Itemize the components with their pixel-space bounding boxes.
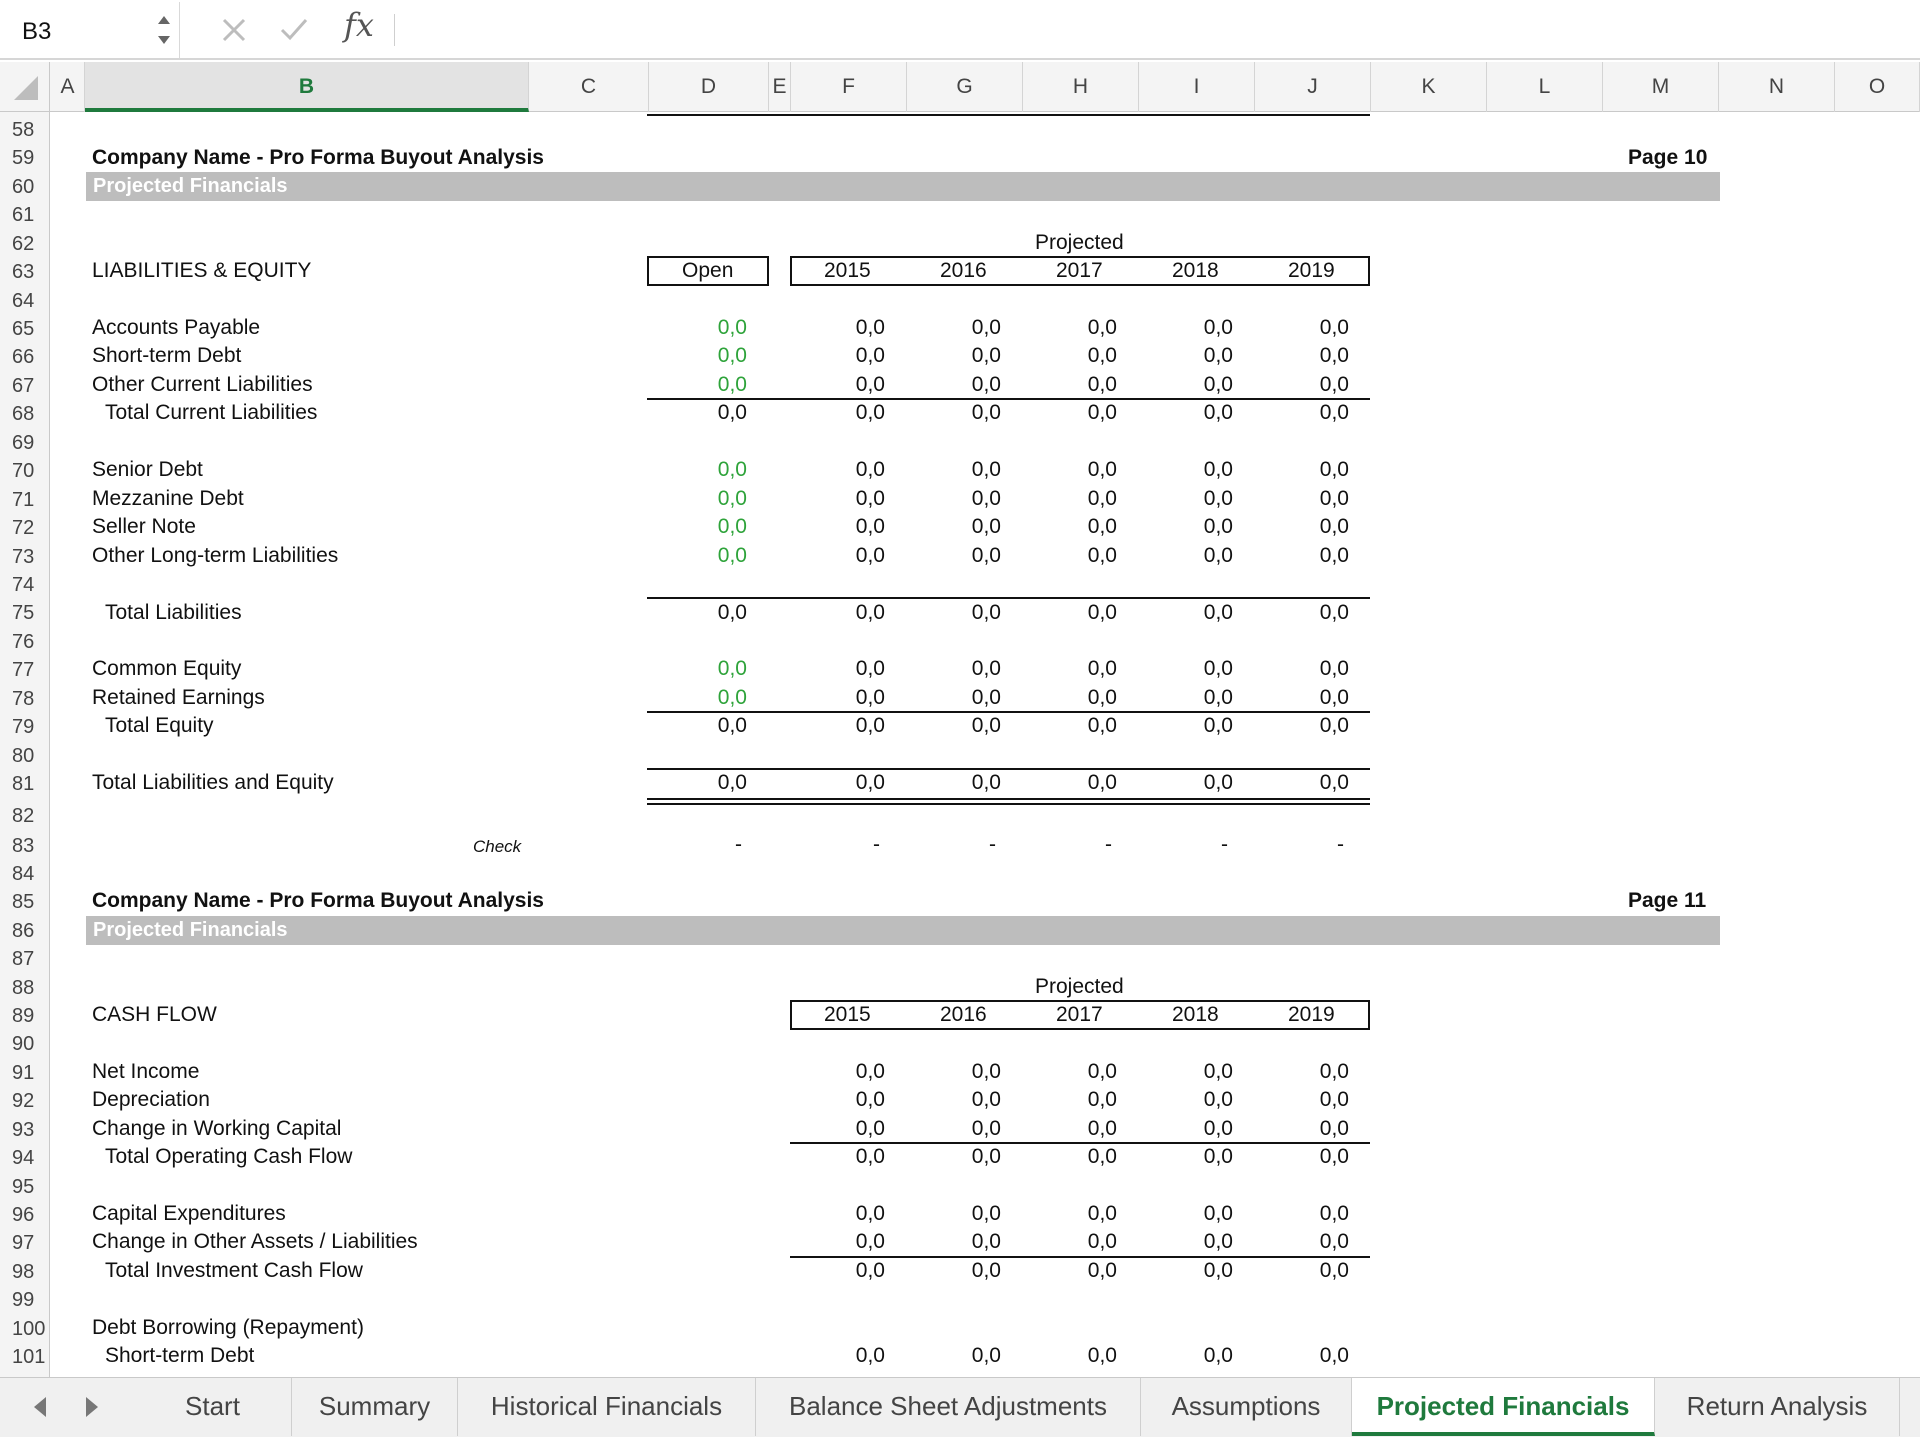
- grand-total-label[interactable]: Total Liabilities and Equity: [92, 771, 334, 794]
- year-value[interactable]: 0,0: [1203, 401, 1233, 424]
- year-value[interactable]: 0,0: [1319, 458, 1349, 481]
- year-value[interactable]: 0,0: [971, 1202, 1001, 1225]
- formula-bar: [0, 0, 1920, 60]
- open-value[interactable]: 0,0: [717, 686, 747, 709]
- year-value[interactable]: 0,0: [971, 401, 1001, 424]
- year-value[interactable]: 0,0: [971, 544, 1001, 567]
- double-underline: [647, 803, 1370, 805]
- row-header[interactable]: 81: [12, 773, 35, 795]
- row-header[interactable]: 90: [12, 1033, 35, 1055]
- column-header-g[interactable]: G: [907, 62, 1023, 112]
- year-value[interactable]: 0,0: [971, 316, 1001, 339]
- year-value[interactable]: 0,0: [855, 487, 885, 510]
- cancel-icon[interactable]: [214, 8, 254, 52]
- line-label[interactable]: Seller Note: [92, 515, 196, 538]
- year-value[interactable]: 0,0: [855, 1202, 885, 1225]
- row-header[interactable]: 61: [12, 204, 35, 226]
- year-value[interactable]: 0,0: [1319, 686, 1349, 709]
- year-value[interactable]: 0,0: [1319, 515, 1349, 538]
- scroll-right-icon[interactable]: [76, 1392, 106, 1422]
- column-header-d[interactable]: D: [649, 62, 769, 112]
- year-value[interactable]: 0,0: [1087, 1145, 1117, 1168]
- row-header[interactable]: 76: [12, 631, 35, 653]
- line-label[interactable]: Accounts Payable: [92, 316, 261, 339]
- year-value[interactable]: 0,0: [971, 1230, 1001, 1253]
- row-header[interactable]: 99: [12, 1289, 35, 1311]
- line-label[interactable]: Short-term Debt: [105, 1344, 255, 1367]
- year-value[interactable]: 0,0: [1319, 771, 1349, 794]
- line-label[interactable]: Common Equity: [92, 657, 242, 680]
- row-header[interactable]: 91: [12, 1062, 35, 1084]
- year-value[interactable]: 0,0: [1319, 1259, 1349, 1282]
- year-value[interactable]: 0,0: [1087, 686, 1117, 709]
- year-value[interactable]: 0,0: [1087, 316, 1117, 339]
- year-value[interactable]: 0,0: [971, 714, 1001, 737]
- year-value[interactable]: 0,0: [1087, 657, 1117, 680]
- year-value[interactable]: 0,0: [1087, 601, 1117, 624]
- column-header-b[interactable]: B: [85, 62, 529, 112]
- column-header-o[interactable]: O: [1835, 62, 1920, 112]
- year-value[interactable]: 0,0: [1203, 1145, 1233, 1168]
- section-title[interactable]: LIABILITIES & EQUITY: [92, 259, 312, 282]
- year-value[interactable]: 0,0: [855, 1060, 885, 1083]
- line-label[interactable]: Mezzanine Debt: [92, 487, 244, 510]
- check-value[interactable]: -: [735, 833, 742, 856]
- year-value[interactable]: 0,0: [1319, 1344, 1349, 1367]
- year-value[interactable]: 0,0: [1087, 544, 1117, 567]
- year-header[interactable]: 2018: [1172, 259, 1219, 282]
- year-value[interactable]: 0,0: [1087, 1117, 1117, 1140]
- year-value[interactable]: 0,0: [971, 686, 1001, 709]
- row-header[interactable]: 75: [12, 602, 35, 624]
- row-header[interactable]: 65: [12, 318, 35, 340]
- open-value[interactable]: 0,0: [717, 316, 747, 339]
- year-value[interactable]: 0,0: [1319, 373, 1349, 396]
- year-value[interactable]: 0,0: [1203, 344, 1233, 367]
- row-header[interactable]: 64: [12, 290, 35, 312]
- year-value[interactable]: 0,0: [1319, 401, 1349, 424]
- section-band-title: Projected Financials: [93, 175, 288, 197]
- year-value[interactable]: 0,0: [1087, 1230, 1117, 1253]
- year-value[interactable]: 0,0: [1087, 1202, 1117, 1225]
- year-value[interactable]: 0,0: [1203, 1344, 1233, 1367]
- year-value[interactable]: 0,0: [971, 1344, 1001, 1367]
- formula-divider: [394, 14, 395, 46]
- year-header[interactable]: 2016: [940, 1003, 987, 1026]
- year-value[interactable]: 0,0: [1203, 1117, 1233, 1140]
- row-header[interactable]: 98: [12, 1261, 35, 1283]
- year-value[interactable]: 0,0: [855, 771, 885, 794]
- row-header[interactable]: 77: [12, 659, 35, 681]
- section-title[interactable]: CASH FLOW: [92, 1003, 217, 1026]
- year-value[interactable]: 0,0: [1319, 316, 1349, 339]
- row-header[interactable]: 68: [12, 403, 35, 425]
- row-header[interactable]: 96: [12, 1204, 35, 1226]
- row-header[interactable]: 89: [12, 1005, 35, 1027]
- year-value[interactable]: 0,0: [1203, 458, 1233, 481]
- line-label[interactable]: Change in Other Assets / Liabilities: [92, 1230, 418, 1253]
- row-header[interactable]: 59: [12, 147, 35, 169]
- tab-summary[interactable]: Summary: [292, 1378, 458, 1436]
- year-value[interactable]: 0,0: [855, 1145, 885, 1168]
- row-header[interactable]: 79: [12, 716, 35, 738]
- row-header[interactable]: 88: [12, 977, 35, 999]
- select-all-corner[interactable]: [0, 62, 50, 112]
- open-value[interactable]: 0,0: [717, 544, 747, 567]
- year-value[interactable]: 0,0: [971, 1060, 1001, 1083]
- column-header-e[interactable]: E: [769, 62, 791, 112]
- year-value[interactable]: 0,0: [1203, 601, 1233, 624]
- row-header[interactable]: 93: [12, 1119, 35, 1141]
- year-value[interactable]: 0,0: [1203, 515, 1233, 538]
- year-value[interactable]: 0,0: [1319, 344, 1349, 367]
- year-value[interactable]: 0,0: [855, 373, 885, 396]
- year-header[interactable]: 2017: [1056, 1003, 1103, 1026]
- row-header[interactable]: 58: [12, 119, 35, 141]
- year-value[interactable]: 0,0: [971, 657, 1001, 680]
- year-value[interactable]: 0,0: [1087, 344, 1117, 367]
- column-header-i[interactable]: I: [1139, 62, 1255, 112]
- fx-icon[interactable]: fx: [344, 6, 374, 44]
- year-value[interactable]: 0,0: [1319, 714, 1349, 737]
- row-header[interactable]: 78: [12, 688, 35, 710]
- page-number[interactable]: Page 10: [1628, 146, 1708, 169]
- check-value[interactable]: -: [873, 833, 880, 856]
- year-value[interactable]: 0,0: [1319, 657, 1349, 680]
- row-header[interactable]: 66: [12, 346, 35, 368]
- tab-historical-financials[interactable]: Historical Financials: [458, 1378, 756, 1436]
- line-label[interactable]: Other Current Liabilities: [92, 373, 313, 396]
- row-header[interactable]: 94: [12, 1147, 35, 1169]
- year-value[interactable]: 0,0: [1203, 686, 1233, 709]
- year-value[interactable]: 0,0: [1203, 1202, 1233, 1225]
- name-box-value[interactable]: B3: [22, 18, 52, 45]
- year-header[interactable]: 2019: [1288, 1003, 1335, 1026]
- year-value[interactable]: 0,0: [855, 544, 885, 567]
- row-header[interactable]: 60: [12, 176, 35, 198]
- year-value[interactable]: 0,0: [971, 771, 1001, 794]
- year-value[interactable]: 0,0: [1319, 1060, 1349, 1083]
- year-header[interactable]: 2015: [824, 259, 871, 282]
- year-value[interactable]: 0,0: [855, 1088, 885, 1111]
- projected-label[interactable]: Projected: [1035, 231, 1124, 254]
- open-value[interactable]: 0,0: [717, 657, 747, 680]
- column-header-l[interactable]: L: [1487, 62, 1603, 112]
- column-header-f[interactable]: F: [791, 62, 907, 112]
- row-header[interactable]: 74: [12, 574, 35, 596]
- year-value[interactable]: 0,0: [971, 344, 1001, 367]
- year-value[interactable]: 0,0: [1087, 373, 1117, 396]
- year-value[interactable]: 0,0: [971, 1145, 1001, 1168]
- open-header[interactable]: Open: [682, 259, 734, 282]
- line-label[interactable]: Depreciation: [92, 1088, 210, 1111]
- column-header-k[interactable]: K: [1371, 62, 1487, 112]
- year-value[interactable]: 0,0: [1203, 714, 1233, 737]
- year-value[interactable]: 0,0: [1087, 458, 1117, 481]
- year-value[interactable]: 0,0: [1203, 771, 1233, 794]
- year-value[interactable]: 0,0: [855, 458, 885, 481]
- column-header-bar: [0, 62, 1920, 112]
- year-value[interactable]: 0,0: [855, 1230, 885, 1253]
- year-value[interactable]: 0,0: [1203, 1060, 1233, 1083]
- year-value[interactable]: 0,0: [855, 1259, 885, 1282]
- subtotal-line: [647, 597, 1370, 599]
- open-value[interactable]: 0,0: [717, 458, 747, 481]
- year-value[interactable]: 0,0: [1319, 1202, 1349, 1225]
- check-value[interactable]: -: [989, 833, 996, 856]
- year-header[interactable]: 2019: [1288, 259, 1335, 282]
- check-value[interactable]: -: [1221, 833, 1228, 856]
- projected-label[interactable]: Projected: [1035, 975, 1124, 998]
- year-value[interactable]: 0,0: [1319, 1088, 1349, 1111]
- year-header[interactable]: 2018: [1172, 1003, 1219, 1026]
- total-label[interactable]: Total Current Liabilities: [105, 401, 318, 424]
- column-header-m[interactable]: M: [1603, 62, 1719, 112]
- border-line: [647, 114, 1370, 116]
- column-header-c[interactable]: C: [529, 62, 649, 112]
- row-header-bar: [0, 112, 50, 1377]
- company-title[interactable]: Company Name - Pro Forma Buyout Analysis: [92, 889, 544, 912]
- year-value[interactable]: 0,0: [855, 686, 885, 709]
- check-label[interactable]: Check: [473, 837, 522, 856]
- year-value[interactable]: 0,0: [1087, 1088, 1117, 1111]
- line-label[interactable]: Capital Expenditures: [92, 1202, 286, 1225]
- year-value[interactable]: 0,0: [971, 515, 1001, 538]
- year-value[interactable]: 0,0: [971, 1117, 1001, 1140]
- year-value[interactable]: 0,0: [1319, 1145, 1349, 1168]
- row-header[interactable]: 86: [12, 920, 35, 942]
- year-value[interactable]: 0,0: [971, 1088, 1001, 1111]
- year-value[interactable]: 0,0: [1087, 714, 1117, 737]
- year-value[interactable]: 0,0: [855, 316, 885, 339]
- sheet-grid[interactable]: [51, 112, 1920, 1377]
- row-header[interactable]: 87: [12, 948, 35, 970]
- row-header[interactable]: 62: [12, 233, 35, 255]
- open-value[interactable]: 0,0: [717, 515, 747, 538]
- section-band[interactable]: [86, 916, 1720, 945]
- line-label[interactable]: Short-term Debt: [92, 344, 242, 367]
- year-header[interactable]: 2017: [1056, 259, 1103, 282]
- year-value[interactable]: 0,0: [1087, 401, 1117, 424]
- open-value[interactable]: 0,0: [717, 601, 747, 624]
- open-value[interactable]: 0,0: [717, 373, 747, 396]
- open-value[interactable]: 0,0: [717, 344, 747, 367]
- row-header[interactable]: 72: [12, 517, 35, 539]
- row-header[interactable]: 80: [12, 745, 35, 767]
- double-underline: [647, 798, 1370, 800]
- year-value[interactable]: 0,0: [1203, 487, 1233, 510]
- open-value[interactable]: 0,0: [717, 487, 747, 510]
- page-number[interactable]: Page 11: [1628, 889, 1707, 912]
- year-value[interactable]: 0,0: [1319, 1230, 1349, 1253]
- year-value[interactable]: 0,0: [971, 373, 1001, 396]
- row-header[interactable]: 85: [12, 891, 35, 913]
- year-value[interactable]: 0,0: [1203, 1259, 1233, 1282]
- stepper-icon[interactable]: [154, 8, 174, 52]
- row-header[interactable]: 63: [12, 261, 35, 283]
- column-header-h[interactable]: H: [1023, 62, 1139, 112]
- year-value[interactable]: 0,0: [971, 601, 1001, 624]
- year-value[interactable]: 0,0: [1319, 544, 1349, 567]
- year-value[interactable]: 0,0: [1319, 601, 1349, 624]
- section-band[interactable]: [86, 172, 1720, 201]
- year-value[interactable]: 0,0: [1203, 316, 1233, 339]
- year-value[interactable]: 0,0: [855, 601, 885, 624]
- open-value[interactable]: 0,0: [717, 771, 747, 794]
- column-header-a[interactable]: A: [51, 62, 85, 112]
- column-header-j[interactable]: J: [1255, 62, 1371, 112]
- scroll-left-icon[interactable]: [26, 1392, 56, 1422]
- year-value[interactable]: 0,0: [1087, 1259, 1117, 1282]
- row-header[interactable]: 97: [12, 1232, 35, 1254]
- year-value[interactable]: 0,0: [855, 401, 885, 424]
- year-value[interactable]: 0,0: [1087, 487, 1117, 510]
- row-header[interactable]: 84: [12, 863, 35, 885]
- row-header[interactable]: 82: [12, 805, 35, 827]
- year-value[interactable]: 0,0: [855, 344, 885, 367]
- open-value[interactable]: 0,0: [717, 401, 747, 424]
- tab-return-analysis[interactable]: Return Analysis: [1655, 1378, 1900, 1436]
- check-value[interactable]: -: [1337, 833, 1344, 856]
- column-header-n[interactable]: N: [1719, 62, 1835, 112]
- year-value[interactable]: 0,0: [971, 487, 1001, 510]
- row-header[interactable]: 70: [12, 460, 35, 482]
- year-value[interactable]: 0,0: [855, 657, 885, 680]
- year-value[interactable]: 0,0: [1203, 1088, 1233, 1111]
- row-header[interactable]: 83: [12, 835, 35, 857]
- total-label[interactable]: Total Operating Cash Flow: [105, 1145, 353, 1168]
- year-value[interactable]: 0,0: [855, 1117, 885, 1140]
- tab-assumptions[interactable]: Assumptions: [1141, 1378, 1352, 1436]
- tab-start[interactable]: Start: [134, 1378, 292, 1436]
- sheet-tab-bar: [0, 1377, 1920, 1437]
- year-value[interactable]: 0,0: [971, 458, 1001, 481]
- total-label[interactable]: Total Liabilities: [105, 601, 242, 624]
- year-value[interactable]: 0,0: [1203, 1230, 1233, 1253]
- row-header[interactable]: 101: [12, 1346, 46, 1368]
- year-value[interactable]: 0,0: [1203, 657, 1233, 680]
- year-value[interactable]: 0,0: [1087, 771, 1117, 794]
- year-header[interactable]: 2016: [940, 259, 987, 282]
- tab-projected-financials[interactable]: Projected Financials: [1352, 1378, 1655, 1436]
- check-value[interactable]: -: [1105, 833, 1112, 856]
- row-header[interactable]: 92: [12, 1090, 35, 1112]
- section-band-title: Projected Financials: [93, 919, 288, 941]
- year-value[interactable]: 0,0: [855, 1344, 885, 1367]
- line-label[interactable]: Debt Borrowing (Repayment): [92, 1316, 364, 1339]
- year-value[interactable]: 0,0: [1319, 487, 1349, 510]
- year-value[interactable]: 0,0: [971, 1259, 1001, 1282]
- open-value[interactable]: 0,0: [717, 714, 747, 737]
- tab-balance-sheet-adjustments[interactable]: Balance Sheet Adjustments: [756, 1378, 1141, 1436]
- year-value[interactable]: 0,0: [1203, 544, 1233, 567]
- row-header[interactable]: 69: [12, 432, 35, 454]
- row-header[interactable]: 71: [12, 489, 35, 511]
- line-label[interactable]: Retained Earnings: [92, 686, 265, 709]
- row-header[interactable]: 73: [12, 546, 35, 568]
- row-header[interactable]: 100: [12, 1318, 46, 1340]
- confirm-icon[interactable]: [274, 8, 314, 52]
- year-value[interactable]: 0,0: [1087, 1060, 1117, 1083]
- line-label[interactable]: Net Income: [92, 1060, 200, 1083]
- total-label[interactable]: Total Investment Cash Flow: [105, 1259, 363, 1282]
- row-header[interactable]: 95: [12, 1176, 35, 1198]
- row-header[interactable]: 67: [12, 375, 35, 397]
- name-box[interactable]: [0, 2, 180, 58]
- line-label[interactable]: Change in Working Capital: [92, 1117, 342, 1140]
- year-value[interactable]: 0,0: [855, 515, 885, 538]
- year-value[interactable]: 0,0: [1203, 373, 1233, 396]
- total-label[interactable]: Total Equity: [105, 714, 214, 737]
- company-title[interactable]: Company Name - Pro Forma Buyout Analysis: [92, 146, 544, 169]
- year-value[interactable]: 0,0: [1319, 1117, 1349, 1140]
- year-value[interactable]: 0,0: [1087, 1344, 1117, 1367]
- year-header[interactable]: 2015: [824, 1003, 871, 1026]
- year-value[interactable]: 0,0: [1087, 515, 1117, 538]
- line-label[interactable]: Senior Debt: [92, 458, 203, 481]
- year-value[interactable]: 0,0: [855, 714, 885, 737]
- line-label[interactable]: Other Long-term Liabilities: [92, 544, 339, 567]
